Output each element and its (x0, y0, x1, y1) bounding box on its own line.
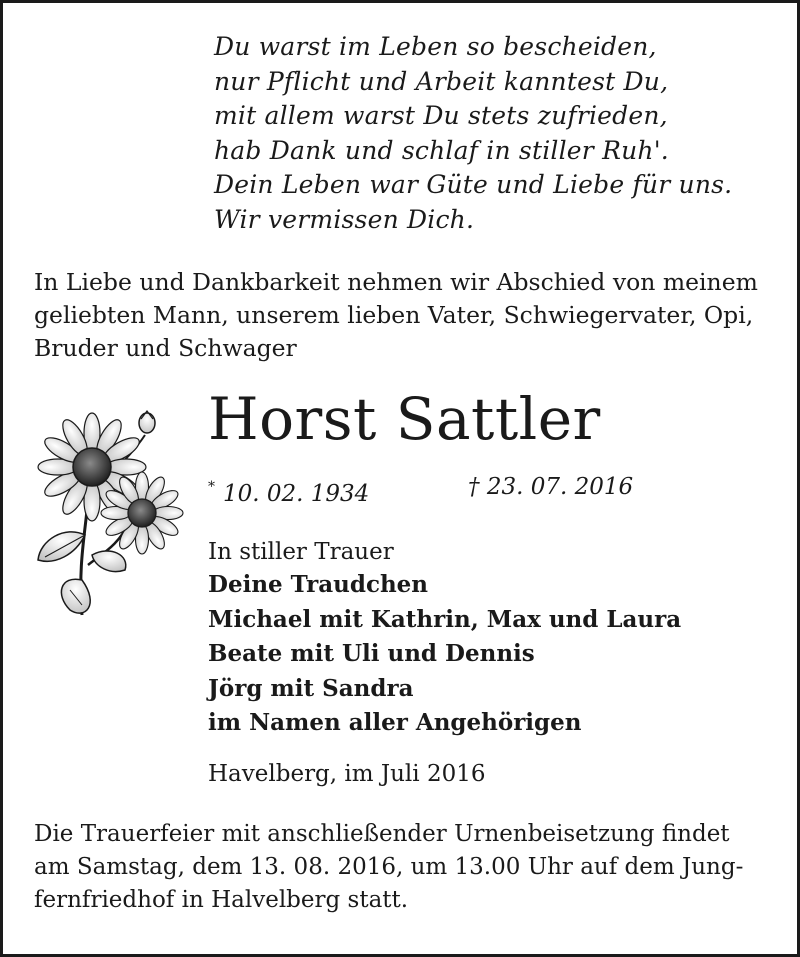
farewell-intro (34, 266, 779, 365)
mourners-list (208, 568, 778, 741)
poem-line: hab Dank und schlaf in stiller Ruh'. (214, 135, 669, 165)
death-date: 23. 07. 2016 (486, 474, 634, 500)
poem-line: Du warst im Leben so bescheiden, (214, 32, 657, 61)
mourner-line: Michael mit Kathrin, Max und Laura (208, 605, 682, 633)
mourner-line: Deine Traudchen (208, 571, 429, 598)
memorial-poem (214, 30, 774, 237)
intro-line: In Liebe und Dankbarkeit nehmen wir Abschied von meinem (34, 268, 758, 296)
mourner-line: Beate mit Uli und Dennis (208, 640, 535, 667)
intro-line: Bruder und Schwager (34, 334, 297, 362)
mourner-line: Jörg mit Sandra (208, 674, 414, 702)
poem-line: nur Pflicht und Arbeit kanntest Du, (214, 66, 669, 96)
funeral-line: am Samstag, dem 13. 08. 2016, um 13.00 Uhr auf dem Jung- (34, 854, 744, 880)
poem-line: Dein Leben war Güte und Liebe für uns. (214, 170, 733, 199)
death-cross-icon: † (468, 474, 480, 500)
deceased-name: Horst Sattler (208, 385, 601, 453)
funeral-notice (34, 818, 779, 917)
poem-line: mit allem warst Du stets zufrieden, (214, 101, 668, 130)
mourning-heading: In stiller Trauer (208, 539, 394, 565)
death-date-line (468, 472, 633, 502)
birth-date: 10. 02. 1934 (223, 481, 370, 507)
poem-line: Wir vermissen Dich. (214, 204, 475, 234)
mourning-block (208, 536, 778, 741)
mourner-line: im Namen aller Angehörigen (208, 709, 582, 736)
birth-star-icon: * (208, 479, 215, 495)
sunflower-icon (30, 405, 195, 625)
birth-date-line (208, 472, 369, 509)
funeral-line: Die Trauerfeier mit anschließender Urnenbeisetzung findet (34, 821, 730, 847)
place-and-date: Havelberg, im Juli 2016 (208, 761, 486, 787)
funeral-line: fernfriedhof in Halvelberg statt. (34, 887, 409, 913)
intro-line: geliebten Mann, unserem lieben Vater, Schwiegervater, Opi, (34, 301, 754, 329)
